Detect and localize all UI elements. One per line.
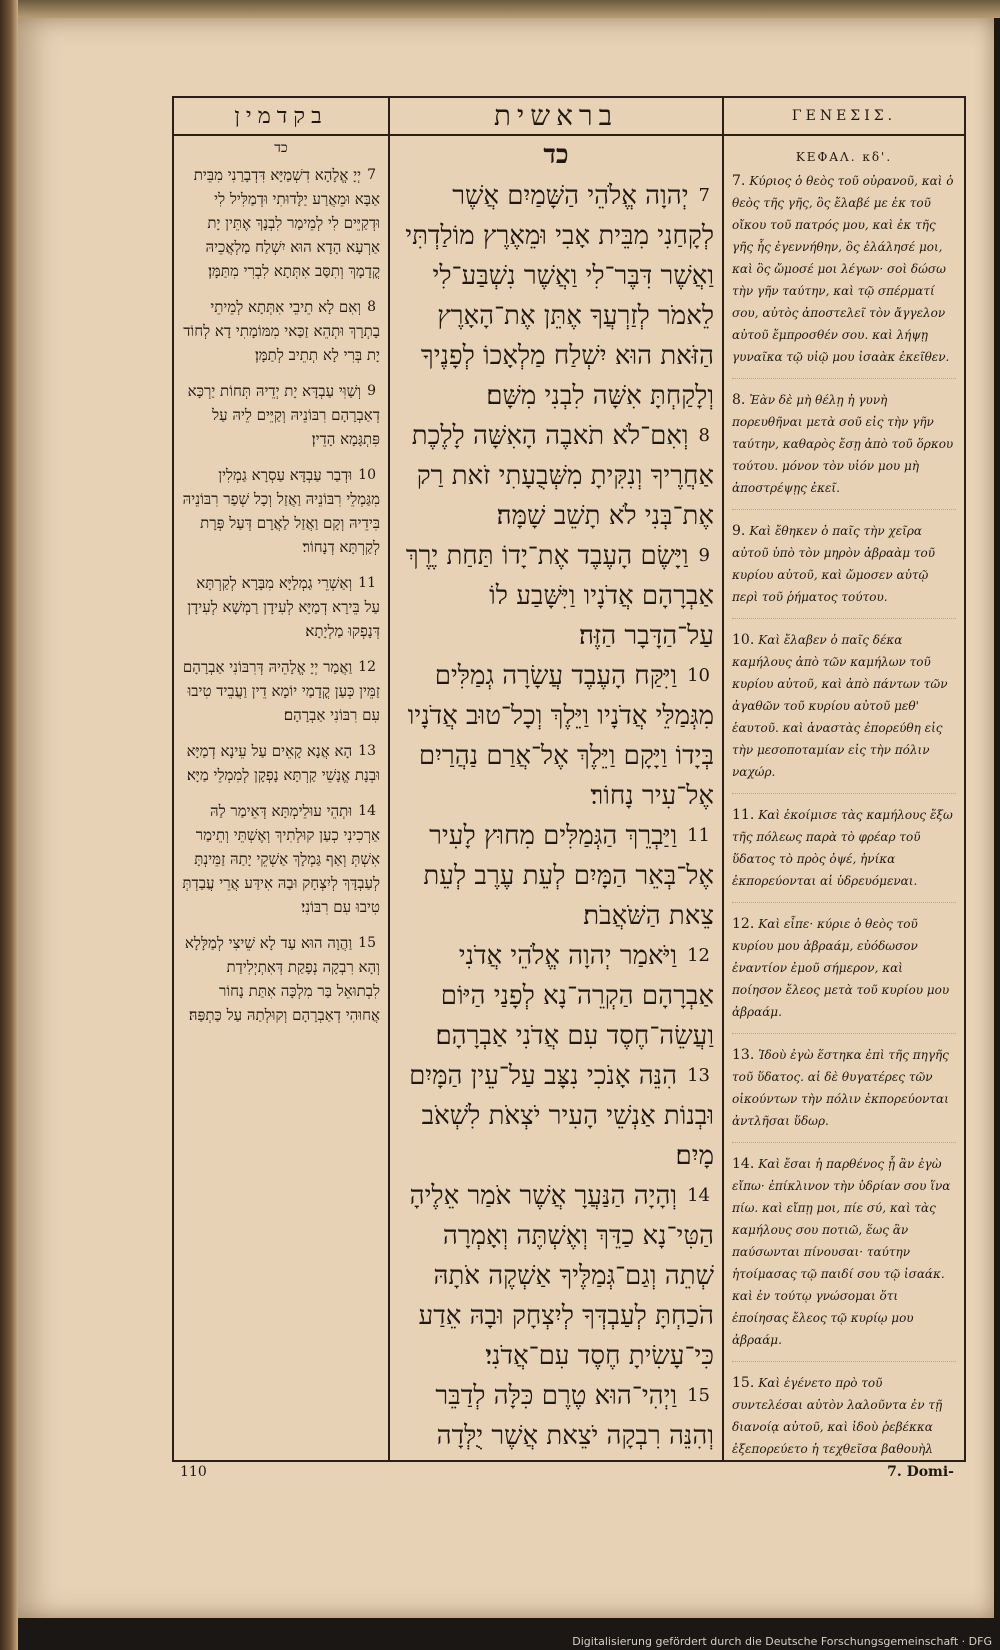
- verse-number: 15: [358, 935, 376, 951]
- verse: [732, 1044, 956, 1143]
- verse: [398, 656, 714, 816]
- top-strip: [0, 0, 1000, 18]
- verse: [182, 571, 380, 643]
- verse-number: 7: [698, 185, 710, 206]
- verse: [398, 936, 714, 1056]
- targum-header: בקדמין: [174, 98, 388, 136]
- greek-chapter-number: ΚΕΦΑΛ. κδ'.: [795, 150, 893, 164]
- verse-number: 7: [367, 167, 376, 183]
- verse-number: 8.: [732, 392, 746, 408]
- verse: [732, 389, 956, 510]
- verse: [398, 1176, 714, 1376]
- hebrew-verses: [390, 174, 722, 1460]
- verse-text: וְאִם לָא תֵיבֵי אִתְּתָא לְמֵיתֵי בָתְרָךְ וּתְהֵא זַכַּאי מִמּוֹמָתִי דָא לְחוֹד יָת בְּרִי לָא תְתֵיב לְתַמָּן׃: [183, 298, 380, 364]
- verse-number: 10.: [732, 632, 755, 648]
- verse-text: וְאַשְׁרֵי גַמְלַיָּא מִבָּרָא לְקַרְתָּא עַל בֵּירָא דְמַיָּא לְעִידָן רַמְשָׁא לְעִידָן דְּנָפְקוּ מַלְיָתָא׃: [187, 574, 380, 640]
- verse-number: 12.: [732, 916, 755, 932]
- verse-number: 13: [687, 1065, 710, 1086]
- verse-number: 12: [687, 945, 710, 966]
- verse: [732, 520, 956, 619]
- verse-text: Καὶ ἔλαβεν ὁ παῖς δέκα καμήλους ἀπὸ τῶν καμήλων τοῦ κυρίου αὐτοῦ, καὶ ἀπὸ πάντων τῶν ἀγαθῶν τοῦ κυρίου αὐτοῦ μεθ' ἑαυτοῦ. καὶ ἀναστὰς ἐπορεύθη εἰς τὴν μεσοποταμίαν εἰς τὴν πόλιν ναχώρ.: [732, 633, 948, 779]
- verse: [732, 804, 956, 903]
- digitization-credit: Digitalisierung gefördert durch die Deutsche Forschungsgemeinschaft · DFG: [572, 1635, 992, 1648]
- verse-number: 15: [687, 1385, 710, 1406]
- verse: [182, 379, 380, 451]
- verse-number: 13.: [732, 1047, 755, 1063]
- verse-text: Ἰδοὺ ἐγὼ ἕστηκα ἐπὶ τῆς πηγῆς τοῦ ὕδατος. αἱ δὲ θυγατέρες τῶν οἰκούντων τὴν πόλιν ἐκπορεύονται ἀντλῆσαι ὕδωρ.: [732, 1048, 949, 1128]
- verse: [398, 176, 714, 416]
- hebrew-header: בראשית: [390, 98, 722, 136]
- verse: [182, 655, 380, 727]
- verse: [398, 536, 714, 656]
- verse-text: Κύριος ὁ θεὸς τοῦ οὐρανοῦ, καὶ ὁ θεὸς τῆς γῆς, ὃς ἔλαβέ με ἐκ τοῦ οἴκου τοῦ πατρός μου, καὶ ἐκ τῆς γῆς ἧς ἐγεννήθην, ὃς ἐλάλησέ μοι, καὶ ὃς ὤμοσέ μοι λέγων· σοὶ δώσω τὴν γῆν ταύτην, καὶ τῷ σπέρματί σου, αὐτὸς ἀποστελεῖ τὸν ἄγγελον αὐτοῦ ἔμπροσθέν σου. καὶ λήψῃ γυναῖκα τῷ υἱῷ μου ἰσαὰκ ἐκεῖθεν.: [732, 174, 954, 364]
- verse-text: וַיְהִי־הוּא טֶרֶם כִּלָּה לְדַבֵּר וְהִנֵּה רִבְקָה יֹצֵאת אֲשֶׁר יֻלְּדָה: [435, 1381, 714, 1451]
- verse-text: Καὶ ἔθηκεν ὁ παῖς τὴν χεῖρα αὐτοῦ ὑπὸ τὸν μηρὸν ἀβραὰμ τοῦ κυρίου αὐτοῦ, καὶ ὤμοσεν αὐτῷ περὶ τοῦ ῥήματος τούτου.: [732, 524, 936, 604]
- verse-text: הִנֵּה אָנֹכִי נִצָּב עַל־עֵין הַמָּיִם וּבְנוֹת אַנְשֵׁי הָעִיר יֹצְאֹת לִשְׁאֹב מָיִם׃: [409, 1061, 714, 1171]
- greek-column: [724, 98, 964, 1460]
- greek-header: ΓΕΝΕΣΙΣ.: [724, 98, 964, 136]
- verse: [182, 295, 380, 367]
- verse-number: 7.: [732, 173, 746, 189]
- verse-number: 10: [687, 665, 710, 686]
- verse-text: Καὶ ἐγένετο πρὸ τοῦ συντελέσαι αὐτὸν λαλοῦντα ἐν τῇ διανοίᾳ αὐτοῦ, καὶ ἰδοὺ ῥεβέκκα ἐξεπορεύετο ἡ τεχθεῖσα βαθουὴλ: [732, 1376, 943, 1456]
- verse-number: 12: [358, 659, 376, 675]
- verse: [398, 416, 714, 536]
- verse: [398, 1376, 714, 1460]
- verse-number: 13: [358, 743, 376, 759]
- verse-text: וְהָיָה הַנַּעֲרָ אֲשֶׁר אֹמַר אֵלֶיהָ הַטִּי־נָא כַדֵּךְ וְאֶשְׁתֶּה וְאָמְרָה שְׁתֵה וְגַם־גְּמַלֶּיךָ אַשְׁקֶה אֹתָהּ הֹכַחְתָּ לְעַבְדְּךָ לְיִצְחָק וּבָהּ אֵדַע כִּי־עָשִׂיתָ חֶסֶד עִם־אֲדֹנִי׃: [409, 1181, 714, 1371]
- verse: [182, 799, 380, 919]
- verse-text: וַיָּשֶׂם הָעֶבֶד אֶת־יָדוֹ תַּחַת יֶרֶךְ אַבְרָהָם אֲדֹנָיו וַיִּשָּׁבַע לוֹ עַל־הַדָּבָר הַזֶּה׃: [405, 541, 714, 651]
- verse: [398, 816, 714, 936]
- verse: [182, 739, 380, 787]
- verse-text: יְהוָה אֱלֹהֵי הַשָּׁמַיִם אֲשֶׁר לְקָחַנִי מִבֵּית אָבִי וּמֵאֶרֶץ מוֹלַדְתִּי וַאֲשֶׁר דִּבֶּר־לִי וַאֲשֶׁר נִשְׁבַּע־לִי לֵאמֹר לְזַרְעֲךָ אֶתֵּן אֶת־הָאָרֶץ הַזֹּאת הוּא יִשְׁלַח מַלְאָכוֹ לְפָנֶיךָ וְלָקַחְתָּ אִשָּׁה לִבְנִי מִשָּׁם׃: [405, 181, 714, 411]
- verse: [732, 913, 956, 1034]
- verse-text: הָא אֲנָא קָאֵים עַל עֵינָא דְמַיָּא וּבְנָת אֱנָשֵׁי קַרְתָּא נָפְקָן לְמִמְלֵי מַיָּא׃: [186, 742, 380, 784]
- verse-text: וּתְהֵי עוּלֵימְתָּא דְּאֵימַר לַהּ אַרְכִינִי כְעַן קוּלְתִיךְ וְאֶשְׁתֵּי וְתֵימַר אִשְׁתְּ וְאַף גַּמְלָךְ אַשְׁקֵי יָתַהּ זַמֵּינְתָּ לְעַבְדָּךְ לְיִצְחָק וּבַהּ אִידַּע אֲרֵי עֲבַדְתְּ טִיבוּ עִם רִבּוֹנִי׃: [182, 802, 380, 916]
- verse-text: וְשַׁוִּי עַבְדָּא יָת יְדֵיהּ תְּחוֹת יַרְכָּא דְאַבְרָהָם רִבּוֹנֵיהּ וְקַיֵּים לֵיהּ עַל פִּתְגָּמָא הָדֵין׃: [187, 382, 380, 448]
- targum-chapter-number: כד: [274, 140, 288, 156]
- polyglot-frame: [172, 96, 966, 1462]
- verse-text: וְאִם־לֹא תֹאבֶה הָאִשָּׁה לָלֶכֶת אַחֲרֶיךָ וְנִקִּיתָ מִשְּׁבֻעָתִי זֹאת רַק אֶת־בְּנִי לֹא תָשֵׁב שָׁמָּה׃: [411, 421, 714, 531]
- verse-text: Καὶ ἐκοίμισε τὰς καμήλους ἔξω τῆς πόλεως παρὰ τὸ φρέαρ τοῦ ὕδατος τὸ πρὸς ὀψέ, ἡνίκα ἐκπορεύονται αἱ ὑδρευόμεναι.: [732, 808, 953, 888]
- verse-text: וַיֹּאמַר יְהוָה אֱלֹהֵי אֲדֹנִי אַבְרָהָם הַקְרֵה־נָא לְפָנַי הַיּוֹם וַעֲשֵׂה־חֶסֶד עִם אֲדֹנִי אַבְרָהָם׃: [435, 941, 714, 1051]
- verse: [732, 1153, 956, 1362]
- verse-number: 10: [358, 467, 376, 483]
- verse: [182, 463, 380, 559]
- hebrew-chapter-number: כד: [543, 140, 569, 170]
- targum-verses: [174, 161, 388, 1041]
- targum-column: [174, 98, 390, 1460]
- book-spine-edge: [0, 0, 18, 1650]
- verse-number: 9: [367, 383, 376, 399]
- page-footer: [172, 1460, 962, 1486]
- verse-text: וַאֲמַר יְיָ אֱלָהֵיהּ דְּרִבּוֹנִי אַבְרָהָם זַמֵּין כְּעַן קֳדָמַי יוֹמָא דֵין וַעֲבֵיד טִיבוּ עִם רִבּוֹנִי אַבְרָהָם׃: [182, 658, 380, 724]
- verse-text: וַהֲוָה הוּא עַד לָא שֵׁיצִי לְמַלָּלָא וְהָא רִבְקָה נְפָקַת דְּאִתְיְלִידַת לִבְתוּאֵל בַּר מִלְכָּה אִתַּת נָחוֹר אֲחוּהִי דְאַבְרָהָם וְקוּלְתַהּ עַל כַּתְפַּהּ׃: [184, 934, 380, 1024]
- verse-text: וַיַּבְרֵךְ הַגְּמַלִּים מִחוּץ לָעִיר אֶל־בְּאֵר הַמָּיִם לְעֵת עֶרֶב לְעֵת צֵאת הַשֹּׁאֲבֹת׃: [423, 821, 714, 931]
- verse: [732, 170, 956, 379]
- verse-number: 14: [687, 1185, 710, 1206]
- greek-verses: [724, 168, 964, 1460]
- verse: [182, 931, 380, 1027]
- verse-number: 9.: [732, 523, 746, 539]
- verse-text: Καὶ εἶπε· κύριε ὁ θεὸς τοῦ κυρίου μου ἀβραάμ, εὐόδωσον ἐναντίον ἐμοῦ σήμερον, καὶ ποίησον ἔλεος μετὰ τοῦ κυρίου μου ἀβραάμ.: [732, 917, 950, 1019]
- verse-text: וַיִּקַּח הָעֶבֶד עֲשָׂרָה גְמַלִּים מִגְּמַלֵּי אֲדֹנָיו וַיֵּלֶךְ וְכָל־טוּב אֲדֹנָיו בְּיָדוֹ וַיָּקָם וַיֵּלֶךְ אֶל־אֲרַם נַהֲרַיִם אֶל־עִיר נָחוֹר׃: [407, 661, 714, 811]
- verse-text: Καὶ ἔσαι ἡ παρθένος ᾗ ἂν ἐγὼ εἴπω· ἐπίκλινον τὴν ὑδρίαν σου ἵνα πίω. καὶ εἴπῃ μοι, πίε σύ, καὶ τὰς καμήλους σου ποτιῶ, ἕως ἂν παύσωνται πίνουσαι· ταύτην ἡτοίμασας τῷ παιδί σου τῷ ἰσαάκ. καὶ ἐν τούτῳ γνώσομαι ὅτι ἐποίησας ἔλεος τῷ κυρίῳ μου ἀβραάμ.: [732, 1157, 951, 1347]
- catchword: 7. Domi-: [887, 1464, 954, 1480]
- verse-number: 11: [687, 825, 710, 846]
- verse: [182, 163, 380, 283]
- verse-number: 14.: [732, 1156, 755, 1172]
- verse-number: 11.: [732, 807, 755, 823]
- verse-number: 14: [358, 803, 376, 819]
- verse-number: 11: [358, 575, 376, 591]
- verse-number: 9: [698, 545, 710, 566]
- verse: [732, 1372, 956, 1460]
- verse-text: Ἐὰν δὲ μὴ θέλῃ ἡ γυνὴ πορευθῆναι μετὰ σοῦ εἰς τὴν γῆν ταύτην, καθαρὸς ἔσῃ ἀπὸ τοῦ ὅρκου τούτου. μόνον τὸν υἱόν μου μὴ ἀποστρέψῃς ἐκεῖ.: [732, 393, 954, 495]
- verse-text: יְיָ אֱלָהָא דִשְׁמַיָּא דִּדְבָרַנִי מִבֵּית אַבָּא וּמֵאֲרַע יַלָּדוּתִי וּדְמַלִּיל לִי וּדְקַיֵּים לִי לְמֵימַר לִבְנָךְ אֶתֵּין יָת אַרְעָא הָדָא הוּא יִשְׁלַח מַלְאֲכֵיהּ קֳדָמָךְ וְתִסַּב אִתְּתָא לִבְרִי מִתַּמָּן׃: [193, 166, 380, 280]
- verse-number: 8: [698, 425, 710, 446]
- hebrew-column: [390, 98, 724, 1460]
- verse: [398, 1056, 714, 1176]
- verse-number: 15.: [732, 1375, 755, 1391]
- verse-text: וּדְבַר עַבְדָּא עַסְרָא גַמְלִין מִגַּמְלֵי רִבּוֹנֵיהּ וַאֲזַל וְכָל שְׁפַר רִבּוֹנֵיהּ בִּידֵיהּ וְקָם וַאֲזַל לַאֲרָם דְּעַל פְּרָת לְקַרְתָּא דְנָחוֹר׃: [182, 466, 380, 556]
- verse-number: 8: [367, 299, 376, 315]
- page-number: 110: [180, 1464, 207, 1480]
- verse: [732, 629, 956, 794]
